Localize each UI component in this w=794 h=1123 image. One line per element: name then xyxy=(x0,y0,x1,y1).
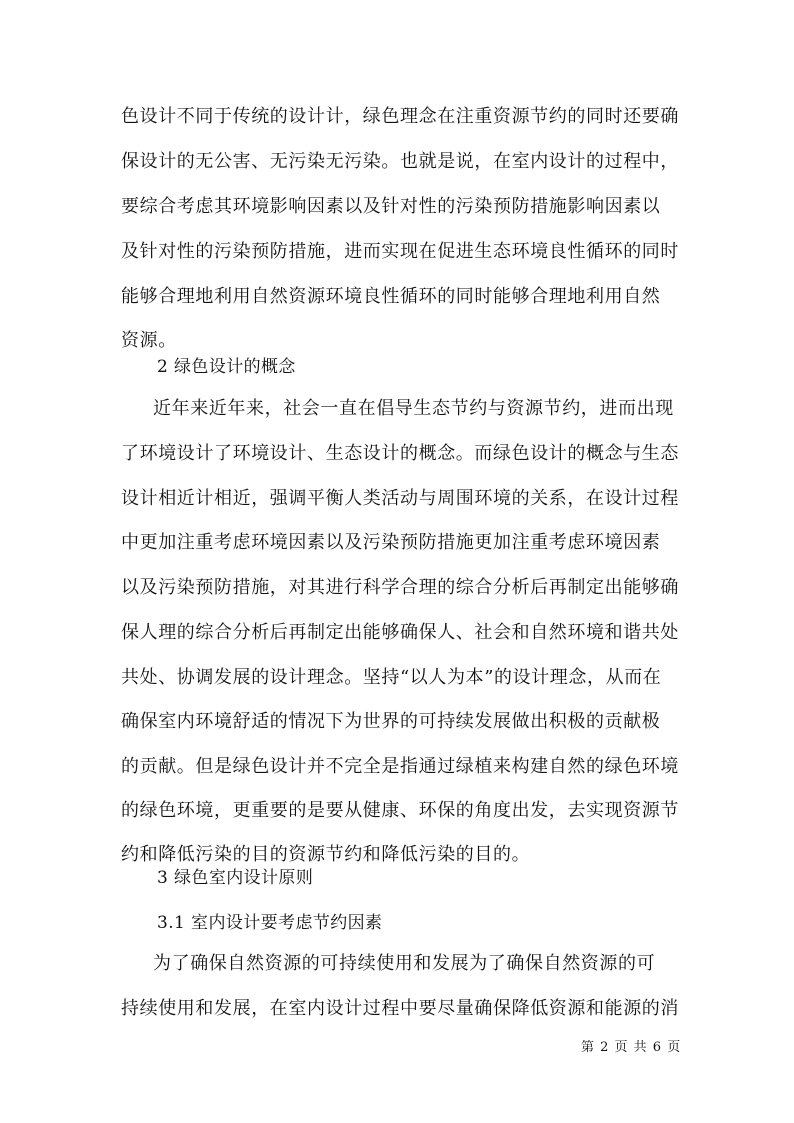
paragraph-2-line-10: 的绿色环境，更重要的是要从健康、环保的角度出发，去实现资源节 xyxy=(121,800,679,821)
paragraph-1-line-3: 要综合考虑其环境影响因素以及针对性的污染预防措施影响因素以 xyxy=(121,196,661,217)
paragraph-1-line-6: 资源。 xyxy=(121,330,177,351)
paragraph-2-line-8: 确保室内环境舒适的情况下为世界的可持续发展做出积极的贡献极 xyxy=(121,711,661,732)
paragraph-2-line-5: 以及污染预防措施，对其进行科学合理的综合分析后再制定出能够确 xyxy=(121,577,679,598)
paragraph-1-line-5: 能够合理地利用自然资源环境良性循环的同时能够合理地利用自然 xyxy=(121,286,661,307)
paragraph-2-line-1: 近年来近年来，社会一直在倡导生态节约与资源节约，进而出现 xyxy=(153,398,674,419)
paragraph-1-line-4: 及针对性的污染预防措施，进而实现在促进生态环境良性循环的同时 xyxy=(121,241,679,262)
paragraph-3-line-2: 持续使用和发展，在室内设计过程中要尽量确保降低资源和能源的消 xyxy=(121,998,679,1019)
paragraph-2-line-7: 共处、协调发展的设计理念。坚持“以人为本”的设计理念，从而在 xyxy=(121,667,662,688)
paragraph-2-line-9: 的贡献。但是绿色设计并不完全是指通过绿植来构建自然的绿色环境 xyxy=(121,756,679,777)
paragraph-2-line-2: 了环境设计了环境设计、生态设计的概念。而绿色设计的概念与生态 xyxy=(121,443,679,464)
paragraph-1-line-2: 保设计的无公害、无污染无污染。也就是说，在室内设计的过程中， xyxy=(121,151,679,172)
section-heading-3: 3 绿色室内设计原则 xyxy=(157,868,314,888)
section-heading-3-1: 3.1 室内设计要考虑节约因素 xyxy=(157,913,383,933)
page-number-footer: 第 2 页 共 6 页 xyxy=(581,1040,682,1055)
paragraph-1-line-1: 色设计不同于传统的设计计，绿色理念在注重资源节约的同时还要确 xyxy=(121,106,679,127)
paragraph-2-line-3: 设计相近计相近，强调平衡人类活动与周围环境的关系，在设计过程 xyxy=(121,488,679,509)
paragraph-3-line-1: 为了确保自然资源的可持续使用和发展为了确保自然资源的可 xyxy=(153,953,656,974)
paragraph-2-line-11: 约和降低污染的目的资源节约和降低污染的目的。 xyxy=(121,844,531,865)
section-heading-2: 2 绿色设计的概念 xyxy=(157,357,296,377)
paragraph-2-line-4: 中更加注重考虑环境因素以及污染预防措施更加注重考虑环境因素 xyxy=(121,532,661,553)
paragraph-2-line-6: 保人理的综合分析后再制定出能够确保人、社会和自然环境和谐共处 xyxy=(121,622,679,643)
